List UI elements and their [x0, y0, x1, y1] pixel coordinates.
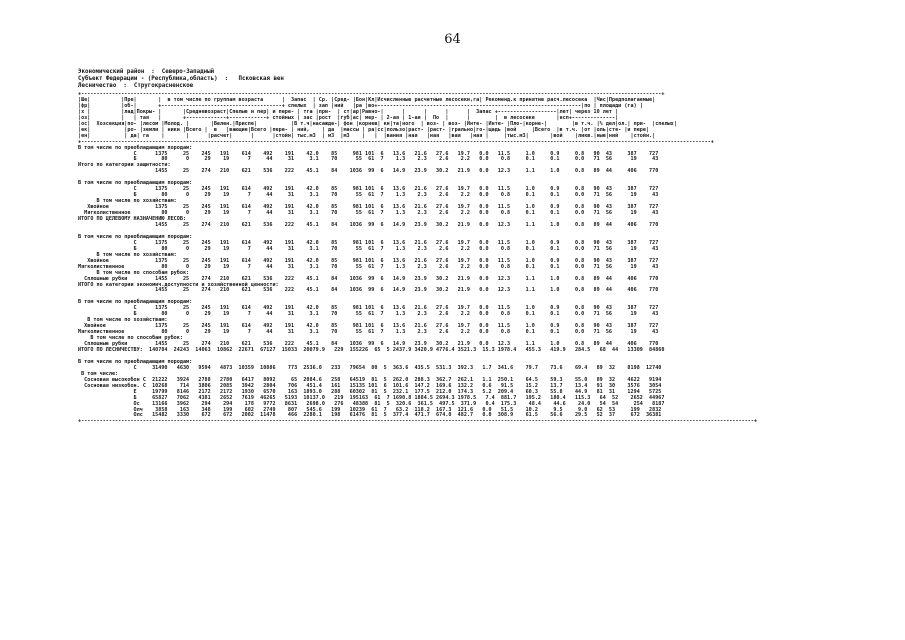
header-federal-subject: Субъект Федерации - (Республика,область) : Псковская вен	[78, 76, 284, 83]
page-number: 64	[444, 32, 461, 47]
header-economic-region: Экономический район : Северо-Западный	[78, 69, 215, 75]
header-forestry: Лесничество : Стругокрасненское	[78, 83, 194, 90]
forestry-table: +--------------------------------------------------------------------------------------------------------------------------------------------------------------------------------------------+ |Ше| |Пре| | в том числе по группам возраста | Запас | Ср. |Сред- |Бон|Кл|Исчисленные расчетные лесосеки,га| Рекоменд.к принятию расч.лесосека |Чис|Предполагаемые| |фр| |об-| +---------------------------------------+ спелых | зап |ний |ра |во+------------------------------------------------------------------|по | площади (га) | |х | |лад|Покры- | |Средневозраст|Спелые и пер| и пере- | тга |при- | ст|ар|Равно-| | | | | Запас +-------------------|лет| через 10 лет | |оз| | | тая | +-------------+------------+ стойных | зас |рост |губ|ас| мер- | 2-ая | 1-ая | По | | | в лесосеке |нсп+--------------| |ос| Хозсекция|по- |лесом |Молод. | |Велен.|Приспе| |В т.ч|насажде-| фон |корнев| кн|та|ного | воз- | воз- |Инте- |Инте- |Пло-|корне-| |в т.ч. |% дел|ол.| при- |спелых| |ек| |ро- |земли | ники |Всего | в |вающие|Всего |пере- | ний, | да |массы | ра|сс|пользо|раст- |раст- |грально|го-|щадь |вой |Всего |в т.ч. |от |оль|сте- |и пере| |ен| | да| га | | |расчет| | |стойн| тыс.м3 | м3 |м3 | | |вания |ная |ная |вая |ная | |тыс.м3| |вой |ликв.|ные|ний |стойн.| +------------------------------------------------------------------------------------------------------------------------------------------------------------------------------------------------------------+ В том числе по преобладающим породам: С 1375 25 245 191 614 492 191 42.0 85 981 101 6 13.6 21.6 27.6 19.7 0.0 11.5 1.0 0.9 0.8 90 43 387 727 Б 80 0 29 19 7 44 31 3.1 70 55 61 7 1.3 2.3 2.6 2.2 0.0 0.8 0.1 0.1 0.0 71 56 19 43 Итого по категории защитности: 1455 25 274 210 621 536 222 45.1 84 1036 99 6 14.9 23.9 30.2 21.9 0.0 12.3 1.1 1.0 0.8 89 44 406 770 В том числе по преобладающим породам: С 1375 25 245 191 614 492 191 42.0 85 981 101 6 13.6 21.6 27.6 19.7 0.0 11.5 1.0 0.9 0.8 90 43 387 727 Б 80 0 29 19 7 44 31 3.1 70 55 61 7 1.3 2.3 2.6 2.2 0.0 0.8 0.1 0.1 0.0 71 56 19 43 В том числе по хозяйствам: Хвойное 1375 25 245 191 614 492 191 42.0 85 981 101 6 13.6 21.6 27.6 19.7 0.0 11.5 1.0 0.9 0.8 90 43 387 727 Мягколиственное 80 0 29 19 7 44 31 3.1 70 55 61 7 1.3 2.3 2.6 2.2 0.0 0.8 0.1 0.1 0.0 71 56 19 43 ИТОГО ПО ЦЕЛЕВОМУ НАЗНАЧЕНИЮ ЛЕСОВ: 1455 25 274 210 621 536 222 45.1 84 1036 99 6 14.9 23.9 30.2 21.9 0.0 12.3 1.1 1.0 0.8 89 44 406 770 В том числе по преобладающим породам: С 1375 25 245 191 614 492 191 42.0 85 981 101 6 13.6 21.6 27.6 19.7 0.0 11.5 1.0 0.9 0.8 90 43 387 727 Б 80 0 29 19 7 44 31 3.1 70 55 61 7 1.3 2.3 2.6 2.2 0.0 0.8 0.1 0.1 0.0 71 56 19 43 В том числе по хозяйствам: Хвойное 1375 25 245 191 614 492 191 42.0 85 981 101 6 13.6 21.6 27.6 19.7 0.0 11.5 1.0 0.9 0.8 90 43 387 727 Мягколиственное 80 0 29 19 7 44 31 3.1 70 55 61 7 1.3 2.3 2.6 2.2 0.0 0.8 0.1 0.1 0.0 71 56 19 43 В том числе по способам рубок: Сплошные рубки 1455 25 274 210 621 536 222 45.1 84 1036 99 6 14.9 23.9 30.2 21.9 0.0 12.3 1.1 1.0 0.8 89 44 406 770 ИТОГО по категории экономич.доступности и хозяйственной ценности: 1455 25 274 210 621 536 222 45.1 84 1036 99 6 14.9 23.9 30.2 21.9 0.0 12.3 1.1 1.0 0.8 89 44 406 770 В том числе по преобладающим породам: С 1375 25 245 191 614 492 191 42.0 85 981 101 6 13.6 21.6 27.6 19.7 0.0 11.5 1.0 0.9 0.8 90 43 387 727 Б 80 0 29 19 7 44 31 3.1 70 55 61 7 1.3 2.3 2.6 2.2 0.0 0.8 0.1 0.1 0.0 71 56 19 43 В том числе по хозяйствам: Хвойное 1375 25 245 191 614 492 191 42.0 85 981 101 6 13.6 21.6 27.6 19.7 0.0 11.5 1.0 0.9 0.8 90 43 387 727 Мягколиственное 80 0 29 19 7 44 31 3.1 70 55 61 7 1.3 2.3 2.6 2.2 0.0 0.8 0.1 0.1 0.0 71 56 19 43 В том числе по способам рубок: Сплошные рубки 1455 25 274 210 621 536 222 45.1 84 1036 99 6 14.9 23.9 30.2 21.9 0.0 12.3 1.1 1.0 0.8 89 44 406 770 ИТОГО ПО ЛЕСНИЧЕСТВУ: 140704 24243 14063 10862 22671 67127 15033 20079.9 229 155226 65 5 2437.9 3420.9 4776.4 3521.3 15.3 1978.4 455.3 419.9 284.5 68 44 13309 84860 В том числе по преобладающим породам: С 31490 4630 9594 4873 10359 10886 773 2536.0 233 79654 80 5 363.6 435.5 531.3 392.3 1.7 341.6 79.7 73.6 69.4 89 32 8198 12740 В том числе: Сосновая высокобон С 21222 3924 2788 2780 6417 8092 65 2084.6 258 64519 81 5 262.0 288.3 362.7 262.1 1.1 250.1 64.5 59.3 55.0 89 32 4622 9194 Сосновая низкобон. С 10268 714 3806 2085 3942 2804 706 451.4 161 15135 101 6 101.6 147.2 169.6 132.2 0.6 91.5 15.2 13.7 13.4 91 30 3576 3054 Е 19799 8146 2172 2172 1930 6570 163 1893.0 288 60302 81 5 232.1 177.5 212.0 174.3 5.2 209.4 60.3 55.8 44.9 81 31 1294 5725 Б 65827 7062 4381 2652 7619 46265 5193 10137.0 219 195163 61 7 1690.8 1884.5 2694.3 1978.5 7.4 881.7 195.2 180.4 115.3 64 52 2652 44967 Ос 13166 3962 294 294 178 9772 8631 2698.0 276 48388 81 5 320.6 361.5 497.5 371.9 0.4 175.3 48.4 44.6 24.0 54 54 254 8187 Олч 3858 163 348 199 602 2749 807 545.6 199 10239 61 7 63.2 118.2 167.3 121.6 0.0 51.5 10.2 9.5 9.0 62 53 199 2832 Олс 15482 3330 672 672 2002 11478 466 2280.1 198 61476 81 5 377.4 471.7 674.0 482.7 0.0 308.9 61.5 56.6 29.5 52 37 672 36381 +--------------------------------------------------------------------------------------------------------------------------------------------------------------------------------------------------------------------------+	[78, 91, 758, 425]
document-header	[78, 69, 284, 91]
